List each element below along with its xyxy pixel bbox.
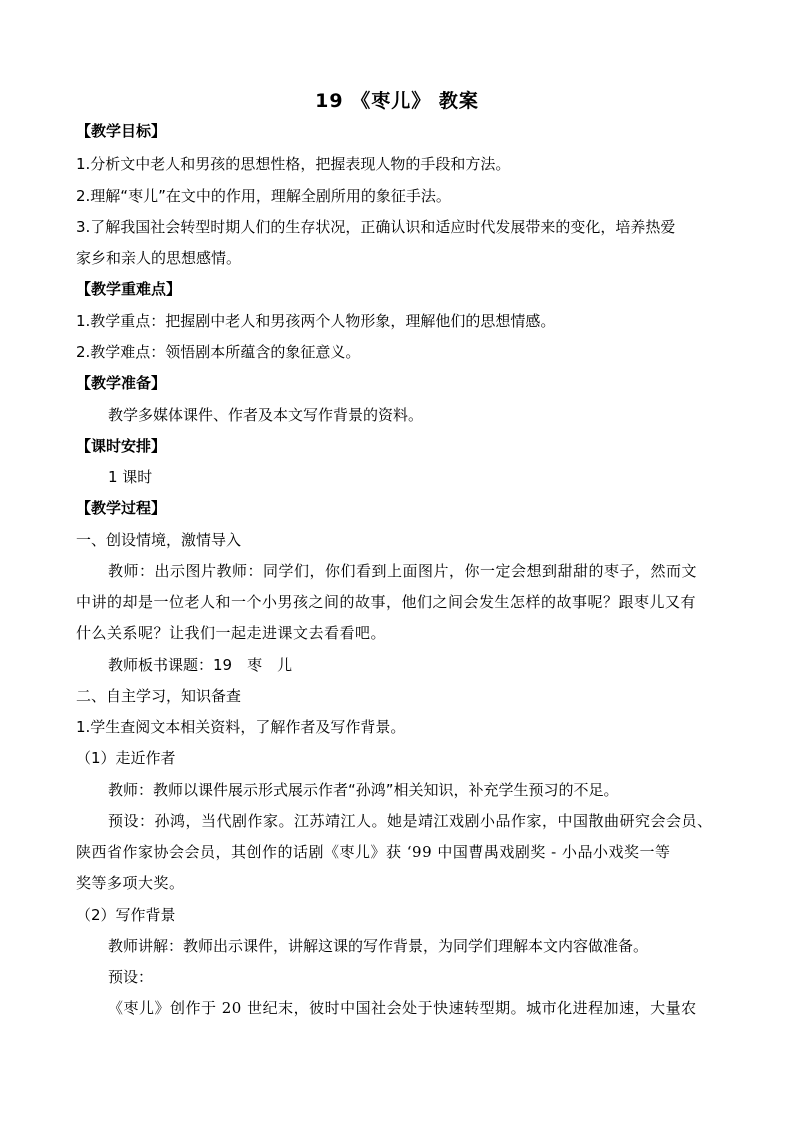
heading-process: 【教学过程】 bbox=[76, 499, 167, 517]
subheading-background: （2）写作背景 bbox=[76, 906, 176, 924]
author-teacher-text: 教师：教师以课件展示形式展示作者“孙鸿”相关知识，补充学生预习的不足。 bbox=[108, 781, 619, 799]
objective-1: 1.分析文中老人和男孩的思想性格，把握表现人物的手段和方法。 bbox=[76, 155, 511, 173]
key-point-1: 1.教学重点：把握剧中老人和男孩两个人物形象，理解他们的思想情感。 bbox=[76, 312, 556, 330]
heading-objectives: 【教学目标】 bbox=[76, 122, 167, 140]
section-1-para-line-2: 中讲的却是一位老人和一个小男孩之间的故事，他们之间会发生怎样的故事呢？跟枣儿又有 bbox=[76, 593, 697, 611]
section-1-heading: 一、创设情境，激情导入 bbox=[76, 531, 242, 549]
subheading-author: （1）走近作者 bbox=[76, 749, 176, 767]
section-1-para-line-3: 什么关系呢？让我们一起走进课文去看看吧。 bbox=[76, 624, 387, 642]
author-preset-line-1: 预设：孙鸿，当代剧作家。江苏靖江人。她是靖江戏剧小品作家，中国散曲研究会会员、 bbox=[108, 812, 713, 830]
heading-schedule: 【课时安排】 bbox=[76, 437, 167, 455]
background-preset-text: 《枣儿》创作于 20 世纪末，彼时中国社会处于快速转型期。城市化进程加速，大量农 bbox=[108, 999, 697, 1017]
document-title: 19 《枣儿》 教案 bbox=[315, 90, 479, 112]
background-preset-label: 预设： bbox=[108, 968, 154, 986]
key-point-2: 2.教学难点：领悟剧本所蕴含的象征意义。 bbox=[76, 343, 361, 361]
board-title: 教师板书课题：19 枣 儿 bbox=[108, 656, 293, 674]
section-1-para-line-1: 教师：出示图片教师：同学们，你们看到上面图片，你一定会想到甜甜的枣子，然而文 bbox=[108, 562, 698, 580]
background-teacher-text: 教师讲解：教师出示课件，讲解这课的写作背景，为同学们理解本文内容做准备。 bbox=[108, 937, 649, 955]
heading-key-points: 【教学重难点】 bbox=[76, 280, 182, 298]
objective-2: 2.理解“枣儿”在文中的作用，理解全剧所用的象征手法。 bbox=[76, 187, 451, 205]
objective-3-cont: 家乡和亲人的思想感情。 bbox=[76, 249, 242, 267]
author-preset-line-2: 陕西省作家协会会员，其创作的话剧《枣儿》获 ‘99 中国曹禺戏剧奖 - 小品小戏奖一等 bbox=[76, 843, 671, 861]
preparation-text: 教学多媒体课件、作者及本文写作背景的资料。 bbox=[108, 406, 424, 424]
objective-3: 3.了解我国社会转型时期人们的生存状况，正确认识和适应时代发展带来的变化，培养热爱 bbox=[76, 218, 676, 236]
section-2-item-1: 1.学生查阅文本相关资料，了解作者及写作背景。 bbox=[76, 718, 406, 736]
schedule-text: 1 课时 bbox=[108, 468, 153, 486]
heading-preparation: 【教学准备】 bbox=[76, 374, 167, 392]
section-2-heading: 二、自主学习，知识备查 bbox=[76, 687, 242, 705]
author-preset-line-3: 奖等多项大奖。 bbox=[76, 874, 185, 892]
